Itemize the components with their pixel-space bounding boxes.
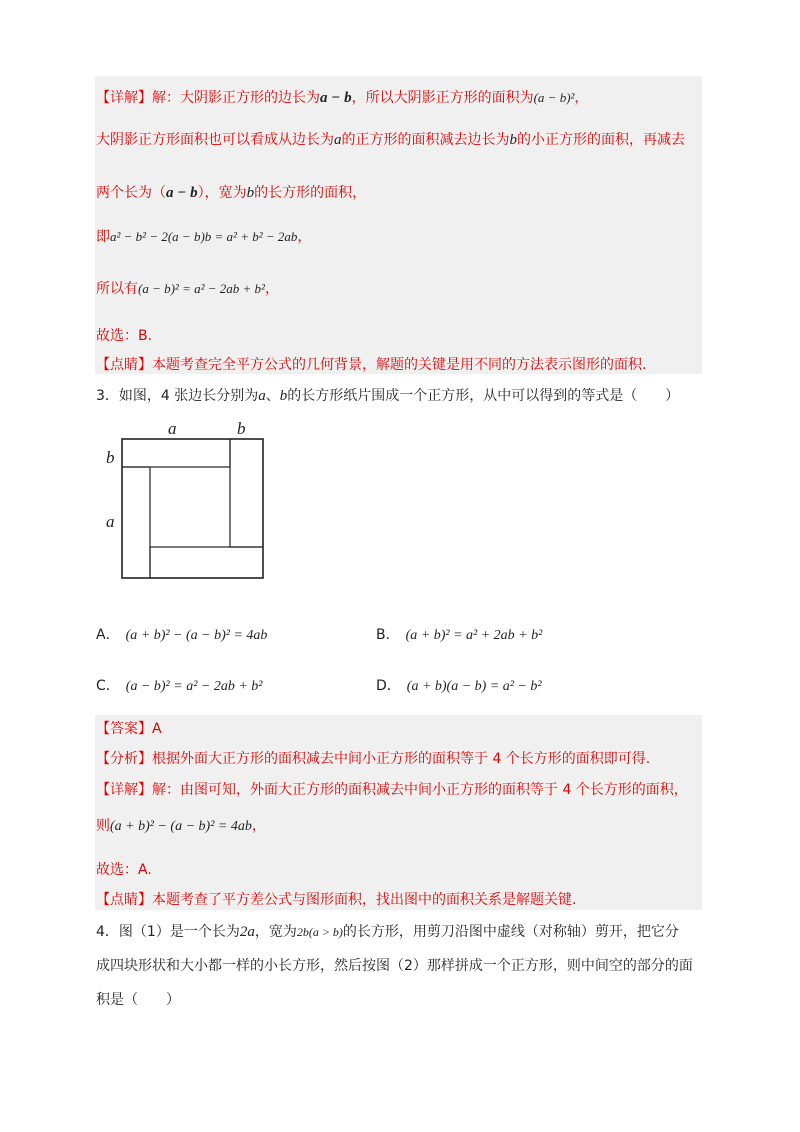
option-a[interactable]: A． (a + b)² − (a − b)² = 4ab (96, 627, 268, 643)
answer-tag: 【答案】 (96, 721, 152, 737)
question-3: 3．如图，4 张边长分别为a、b的长方形纸片围成一个正方形，从中可以得到的等式是（ ） (96, 388, 680, 404)
option-d[interactable]: D． (a + b)(a − b) = a² − b² (376, 678, 542, 694)
label-top-b: b (237, 419, 246, 438)
detail-tag: 【详解】 (96, 782, 152, 798)
solution-block-2 (95, 715, 702, 910)
math-expression: (a − b)² (533, 90, 575, 105)
solution-block-1 (95, 76, 702, 374)
label-left-b: b (106, 448, 115, 467)
outer-square (122, 439, 263, 578)
label-top-a: a (168, 419, 177, 438)
comment-line-2: 【点睛】本题考查了平方差公式与图形面积，找出图中的面积关系是解题关键. (96, 892, 577, 908)
rect-top (122, 439, 230, 467)
comment-tag: 【点睛】 (96, 892, 152, 908)
question-4-line-1: 4．图（1）是一个长为2a，宽为2b(a > b)的长方形，用剪刀沿图中虚线（对称轴）剪开，把它分 (96, 924, 679, 940)
square-figure (100, 415, 300, 595)
detail-line-1: 【详解】解：大阴影正方形的边长为a − b，所以大阴影正方形的面积为(a − b)²， (96, 90, 589, 106)
option-c[interactable]: C． (a − b)² = a² − 2ab + b² (96, 678, 263, 694)
rect-right (230, 439, 263, 547)
then-line: 则(a + b)² − (a − b)² = 4ab， (96, 818, 266, 834)
question-4-line-2: 成四块形状和大小都一样的小长方形，然后按图（2）那样拼成一个正方形，则中间空的部分的面 (96, 958, 693, 974)
option-b[interactable]: B． (a + b)² = a² + 2ab + b² (376, 627, 543, 643)
label-left-a: a (106, 512, 115, 531)
question-4-line-3: 积是（ ） (96, 992, 180, 1008)
math-expression: (a + b)² − (a − b)² = 4ab (110, 819, 252, 834)
choose-line-2: 故选：A. (96, 862, 152, 878)
comment-line-1: 【点睛】本题考查完全平方公式的几何背景，解题的关键是用不同的方法表示图形的面积. (96, 357, 647, 373)
rect-bottom (150, 547, 263, 578)
detail-line-5: 所以有(a − b)² = a² − 2ab + b²， (96, 281, 279, 297)
math-expression: a − b (320, 90, 352, 106)
comment-tag: 【点睛】 (96, 357, 152, 373)
answer-line (96, 719, 162, 739)
detail-tag: 【详解】 (96, 90, 152, 106)
analysis-tag: 【分析】 (96, 751, 152, 767)
answer-value: A (152, 721, 162, 737)
detail-line-2: 大阴影正方形面积也可以看成从边长为a的正方形的面积减去边长为b的小正方形的面积，再减去 (96, 132, 685, 148)
rect-left (122, 467, 150, 578)
detail-line-4: 即a² − b² − 2(a − b)b = a² + b² − 2ab， (96, 229, 312, 245)
choose-line-1: 故选：B. (96, 328, 153, 344)
detail-line-2-1: 【详解】解：由图可知，外面大正方形的面积减去中间小正方形的面积等于 4 个长方形的面积， (96, 782, 688, 798)
analysis-line: 【分析】根据外面大正方形的面积减去中间小正方形的面积等于 4 个长方形的面积即可得. (96, 751, 651, 767)
detail-line-3: 两个长为（a − b），宽为b的长方形的面积， (96, 185, 367, 201)
